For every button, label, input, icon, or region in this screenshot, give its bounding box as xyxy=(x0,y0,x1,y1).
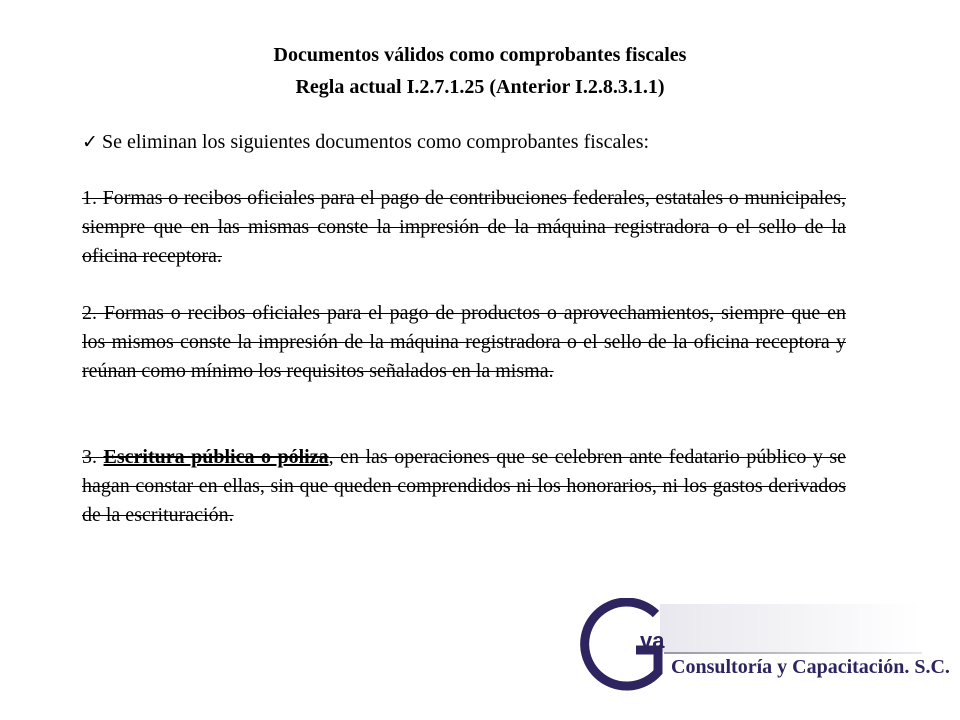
logo-caption: Consultoría y Capacitación. S.C. xyxy=(671,656,950,678)
page-title: Documentos válidos como comprobantes fiscales xyxy=(273,44,687,66)
item-3-text: , en las operaciones que se celebren ante fedatario público y se hagan constar en ellas, sin que queden comprendidos ni los honorarios, ni los gastos derivados de la escrituración. xyxy=(82,446,847,526)
company-logo xyxy=(580,598,925,710)
gva-logo-mark xyxy=(580,598,925,710)
list-item-2: 2. Formas o recibos oficiales para el pago de productos o aprovechamientos, siempre que en los mismos conste la impresión de la máquina registradora o el sello de la oficina receptora y reúnan como mínimo los requisitos señalados en la misma. xyxy=(82,302,846,382)
intro-text: Se eliminan los siguientes documentos como comprobantes fiscales: xyxy=(102,131,650,153)
item-3-number: 3. xyxy=(82,446,104,468)
page-subtitle: Regla actual I.2.7.1.25 (Anterior I.2.8.3.1.1) xyxy=(295,76,665,98)
logo-letters: va xyxy=(640,628,665,653)
intro-line xyxy=(82,129,882,156)
checkmark-icon: ✓ xyxy=(82,132,98,153)
item-3-highlight: Escritura pública o póliza xyxy=(103,446,329,468)
list-item-1: 1. Formas o recibos oficiales para el pago de contribuciones federales, estatales o municipales, siempre que en las mismas conste la impresión de la máquina registradora o el sello de la oficina receptora. xyxy=(82,187,846,267)
list-item-3 xyxy=(82,443,846,530)
